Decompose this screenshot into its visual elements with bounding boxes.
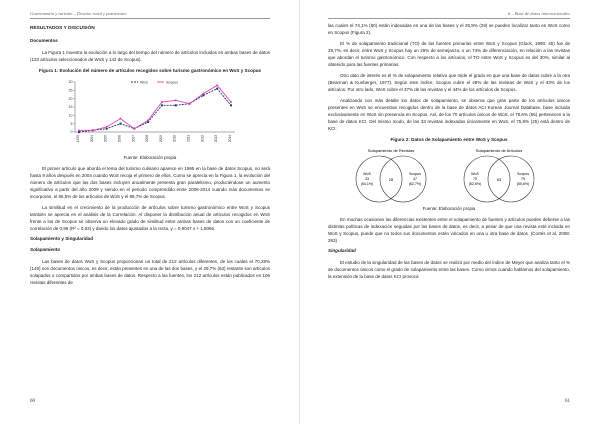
data-point-wos: [216, 88, 218, 90]
x-tick-label: 2008: [145, 135, 150, 143]
y-tick-label: 0: [70, 130, 73, 135]
data-point-scopus: [133, 128, 135, 130]
venn-label: Scopus: [517, 172, 529, 176]
page-number: 60: [30, 399, 35, 404]
x-tick-label: 2007: [131, 135, 136, 143]
page-number: 61: [565, 399, 570, 404]
x-tick-label: 2010: [172, 135, 177, 143]
paragraph: La similitud en el crecimiento de la producción de artículos sobre turismo gastronómico entre WoS y Scopus también se aprecia en el análisis de la Correlación. Al disponer la distribución anual de artículos recogidos en WoS frente a los de Scopus se observa un elevado grado de similitud entre ambas bases de datos con un coeficiente de correlación de 0,96 (R² = 0,93) y dando los datos ajustados a la recta, y = 0,9047 x + 1,8066.: [30, 205, 270, 231]
figure-source: Fuente: Elaboración propia: [422, 206, 476, 211]
y-tick-label: 15: [68, 105, 73, 110]
running-header: Gastronomía y turismo – Destino rural y patrimonio: [30, 11, 270, 19]
paragraph: El % de solapamiento tradicional (TO) de las fuentes primarias entre WoS y Scopus (Gluck, 1990: 45) fue de 29,7%, es decir, entre WoS y Scopus hay un 29% de semejanza, o un 74% de diferenciación, en relación a las revistas que abordan el turismo gastronómico. Con respecto a los artículos, el TO entre WoS y Scopus es del 30%, similar al obtenido para las fuentes primarias.: [328, 41, 570, 67]
x-tick-label: 2006: [117, 135, 122, 143]
venn-circle-scopus: [488, 156, 534, 202]
line-chart: [61, 76, 239, 154]
venn-pct: (52,6%): [468, 182, 482, 186]
venn-circle-wos: [356, 156, 402, 202]
venn-value: 79: [521, 177, 525, 181]
paragraph: Otro dato de interés es el % de solapamiento relativo que mide el grado en que una base de datos cubre a la otra (Bearman & Kunberger, 1977). Según este índice, Scopus cubre el 48% de las revistas de WoS y el 43% de los artículos. Por otro lado, WoS cubre el 37% de las revistas y el 44% de los artículos de Scopus.: [328, 73, 570, 92]
right-body: [328, 22, 570, 284]
data-point-scopus: [119, 118, 121, 120]
venn-overlap: 28: [388, 178, 394, 182]
venn-title: Solapamiento de Revistas: [367, 148, 415, 153]
data-point-scopus: [202, 93, 204, 95]
x-tick-label: 2005: [103, 135, 108, 143]
venn-label: Scopus: [409, 172, 421, 176]
paragraph: La Figura 1 muestra la evolución a lo largo del tiempo del número de artículos incluidos en ambas bases de datos (133 artículos seleccionados de WoS y 142 de Scopus).: [30, 50, 270, 62]
x-tick-label: 1995: [76, 135, 80, 143]
left-body: [30, 26, 270, 290]
venn-value: 47: [413, 177, 417, 181]
y-tick-label: 10: [68, 113, 73, 118]
paragraph: El estudio de la singularidad de las bases de datos se realizó por medio del índice de Meyer que analiza tanto el % de documentos únicos como el grado de solapamiento entre las bases. Como vimos cuando hablamos del solapamiento, la extensión de la base de datos KCI provoca: [328, 260, 570, 279]
y-tick-label: 25: [68, 88, 73, 93]
data-point-scopus: [216, 84, 218, 86]
paragraph: las cuales el 74,1% (80) están indexadas en una de las bases y el 25,9% (28) se pueden localizar tanto en WoS como en Scopus (Figura 2).: [328, 23, 570, 35]
paragraph: El primer artículo que aborda el tema del turismo culinario aparece en 1995 en la base de datos Scopus, no será hasta 9 años después en 2004 cuando WoS recoja el primero de ellos. Como se aprecia en la Figura 1, la evolución del número de artículos que las dos bases incluyen anualmente presenta gran paralelismo, produciéndose un aumento significativo a partir del año 2009 y siendo en el periodo comprendido entre 2008-2014 cuando más documentos se incorporan, el 85,5% de los artículos de WoS y el 88,7% de Scopus.: [30, 166, 270, 199]
paragraph: Las bases de datos WoS y Scopus proporcionan un total de 212 artículos diferentes, de los cuales el 70,28% (149) son documentos únicos, es decir, están presentes en una de las dos bases, y el 29,7% (63) restante son artículos solapados o compartidos por ambas bases de datos. Respecto a las fuentes, los 212 artículos están publicados en 106 revistas diferentes de: [30, 259, 270, 285]
x-tick-label: 2014: [228, 135, 232, 143]
data-point-scopus: [78, 129, 80, 131]
series-line-scopus: [79, 85, 231, 130]
venn-diagrams: [339, 145, 559, 205]
venn-pct: (62,7%): [408, 182, 422, 186]
data-point-wos: [230, 104, 232, 106]
data-point-scopus: [161, 101, 163, 103]
data-point-scopus: [230, 101, 232, 103]
venn-value: 70: [473, 177, 477, 181]
venn-circle-scopus: [380, 156, 426, 202]
right-page: [300, 0, 600, 424]
data-point-scopus: [147, 119, 149, 121]
figure-caption: Figura 1: Evolución del número de artículos recogidos sobre turismo gastronómico en WoS y Scopus: [38, 68, 262, 73]
data-point-scopus: [106, 126, 108, 128]
section-title: RESULTADOS Y DISCUSIÓN: [30, 26, 95, 31]
series-line-wos: [79, 89, 231, 132]
venn-pct: (55,6%): [516, 182, 530, 186]
legend-label: Scopus: [166, 80, 178, 85]
data-point-scopus: [175, 99, 177, 101]
legend-label: WoS: [140, 80, 148, 85]
data-point-scopus: [92, 129, 94, 131]
data-point-wos: [175, 104, 177, 106]
venn-circle-wos: [464, 156, 510, 202]
x-tick-label: 2004: [89, 135, 94, 143]
data-point-wos: [119, 123, 121, 125]
venn-value: 33: [365, 177, 369, 181]
subsection-title: Solapamiento y Singularidad: [30, 236, 94, 241]
subsection-title: Solapamiento: [30, 247, 61, 252]
y-tick-label: 5: [70, 121, 73, 126]
venn-label: WoS: [363, 172, 371, 176]
x-tick-label: 2011: [186, 135, 191, 142]
data-point-wos: [161, 104, 163, 106]
venn-label: WoS: [471, 172, 479, 176]
figure-source: Fuente: Elaboración propia: [123, 155, 177, 160]
y-tick-label: 30: [68, 80, 73, 85]
data-point-scopus: [189, 103, 191, 105]
x-tick-label: 2012: [200, 135, 205, 143]
venn-title: Solapamiento de Artículos: [475, 148, 523, 153]
running-header: 6 – Base de datos internacionales: [328, 11, 570, 19]
venn-pct: (54,1%): [360, 182, 374, 186]
y-tick-label: 20: [68, 96, 73, 101]
paragraph: En muchas ocasiones las diferencias existentes entre el solapamiento de fuentes y artículos pueden deberse a las distintas políticas de indexación seguidas por las bases de datos, es decir, a pesar de que una revista esté incluida en WoS y Scopus, puede que no todos sus documentos estén volcados en una u otra base de datos. (Cortés et al, 2008: 263): [328, 217, 570, 243]
venn-overlap: 63: [496, 178, 502, 182]
paragraph: Analizando con más detalle los datos de solapamiento, se observa que gran parte de los artículos únicos presentes en WoS se encuentran recogidos dentro de la base de datos ACI Korean Journal Database, base incluida exclusivamente en WoS sin presencia en Scopus. Así, de los 70 artículos únicos de WoS, el 78,6% (55) pertenecen a la base de datos KCI. Del mismo modo, de las 33 revistas indexadas únicamente en WoS, el 75,8% (25) está dentro de KCI.: [328, 98, 570, 131]
subsection-title: Singularidad: [328, 248, 356, 253]
x-tick-label: 2013: [214, 135, 219, 143]
x-tick-label: 2009: [158, 135, 163, 143]
figure-caption: Figura 2: Datos de Solapamiento entre WoS y Scopus: [390, 137, 508, 142]
subsection-title: Documentos: [30, 38, 58, 43]
